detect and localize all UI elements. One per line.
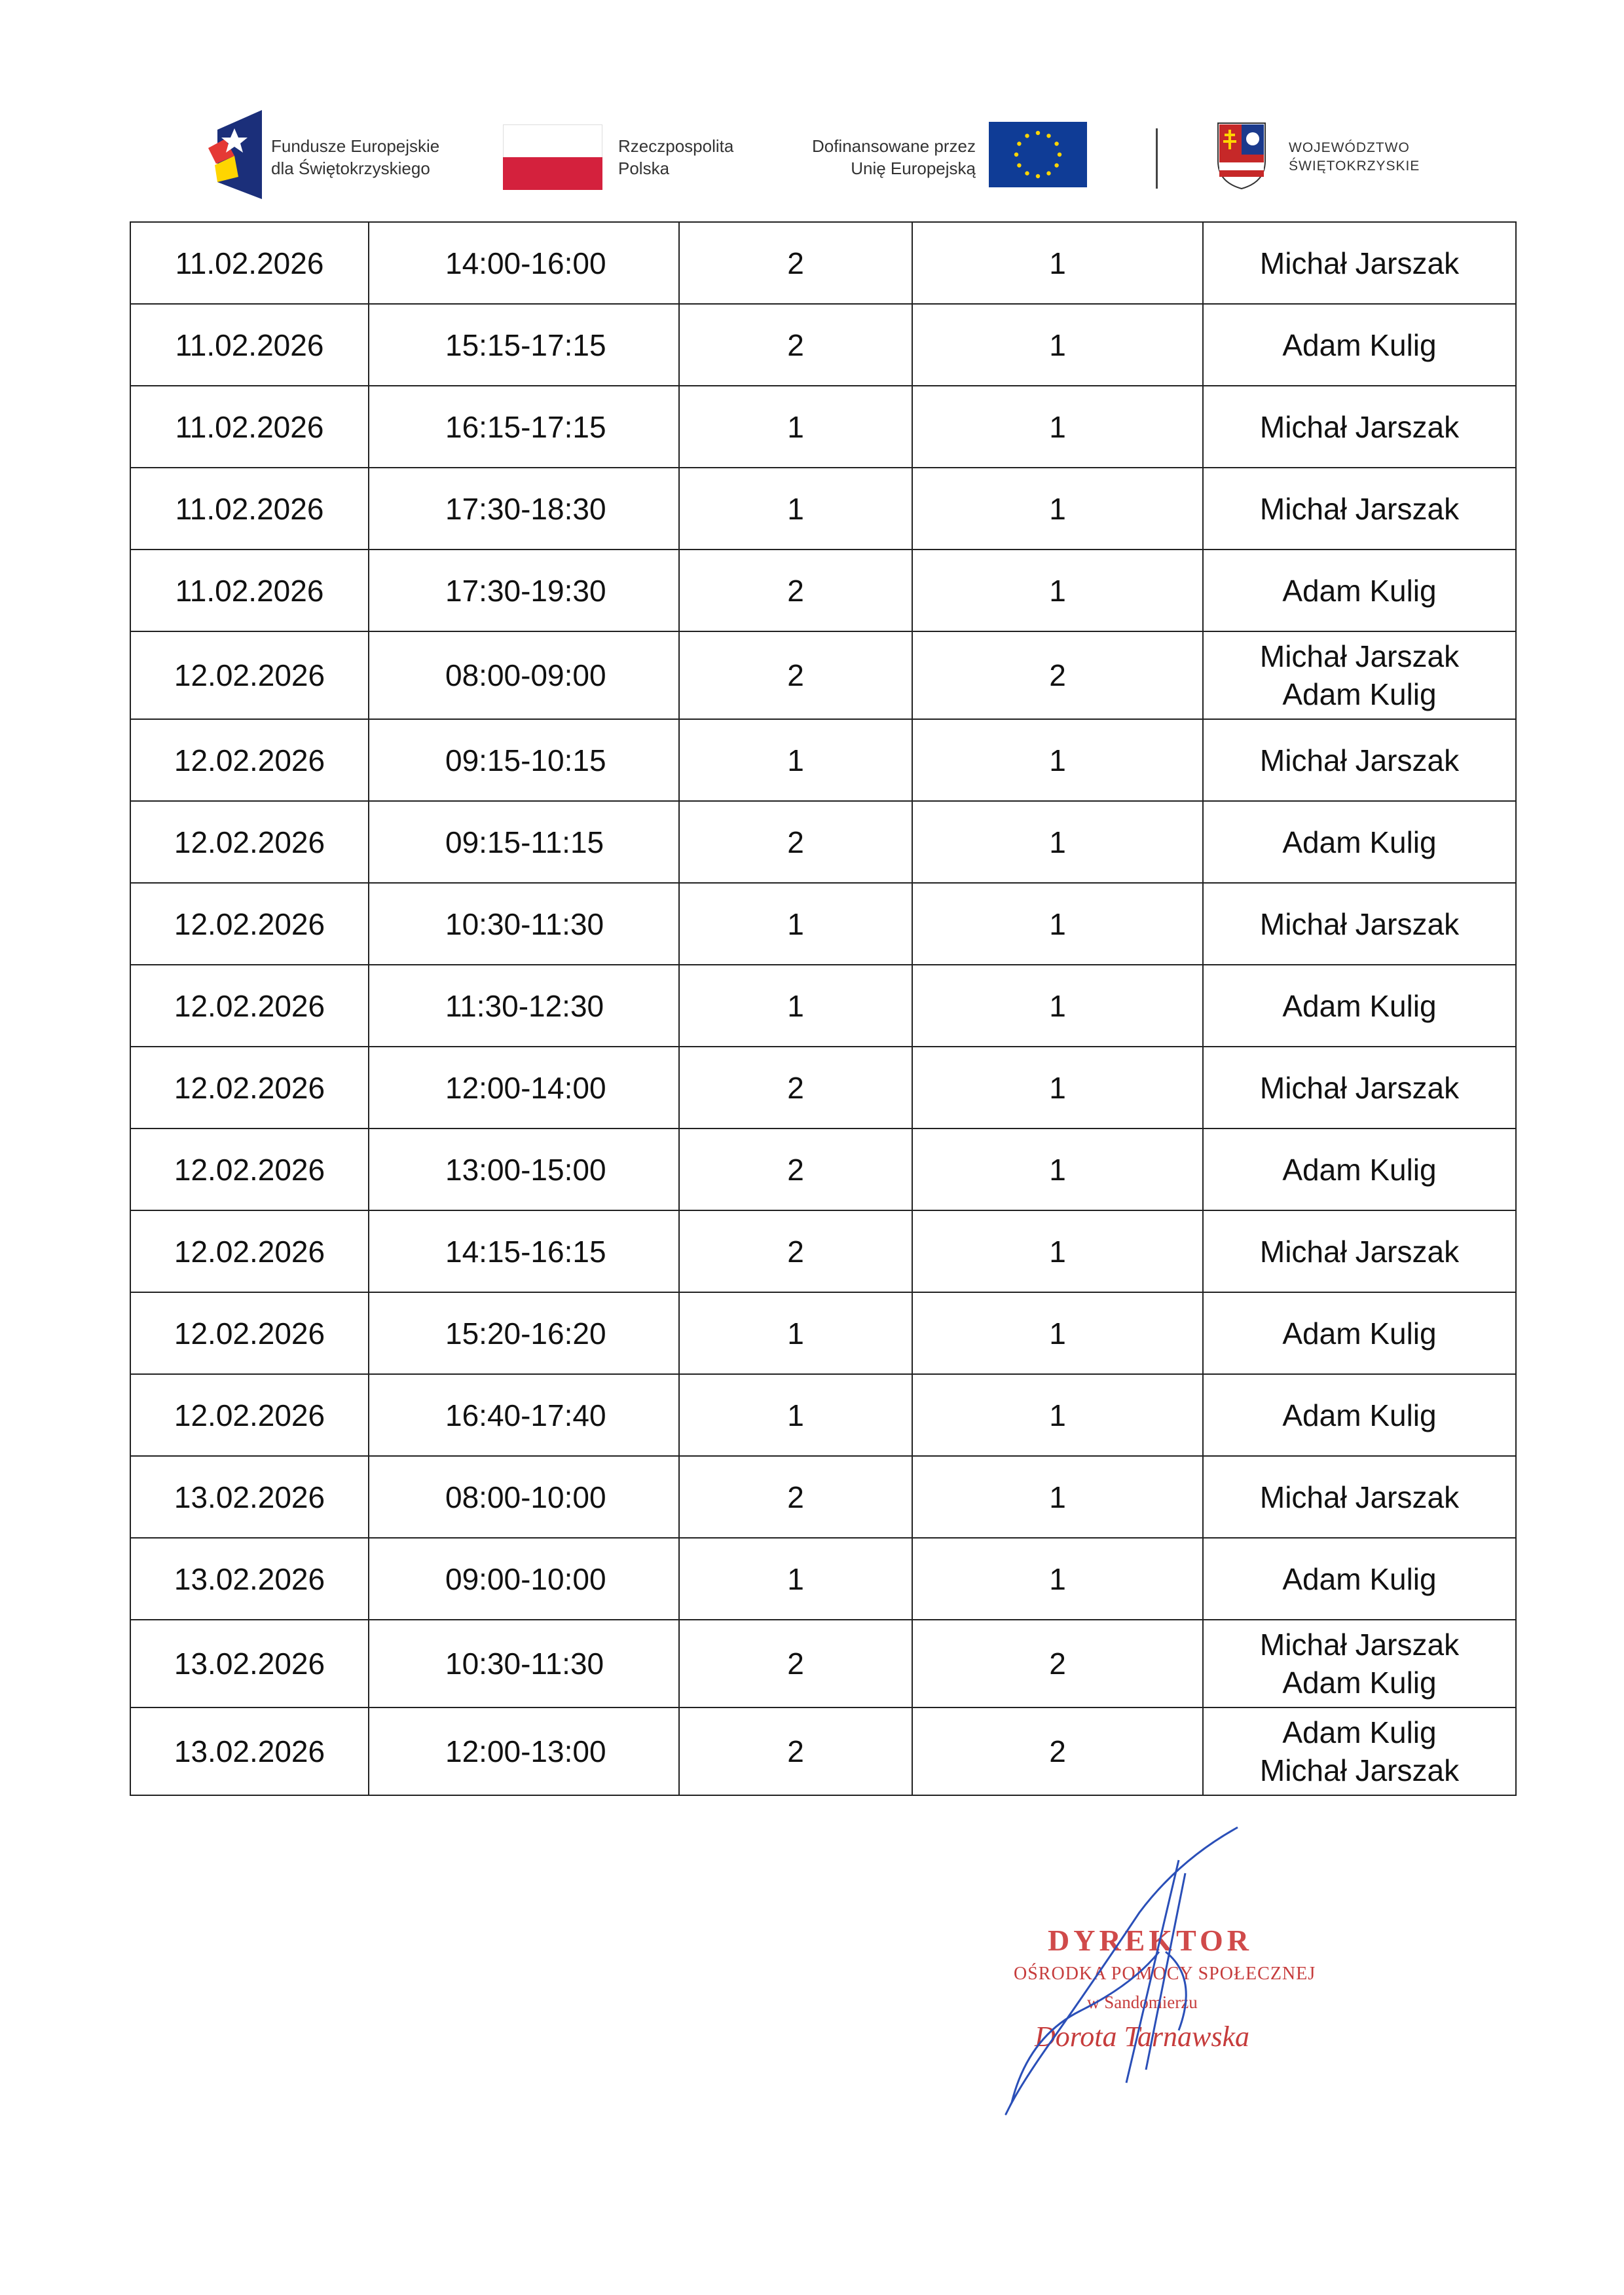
staff-name: Adam Kulig <box>1282 1715 1437 1749</box>
eu-line2: Unię Europejską <box>851 159 976 178</box>
staff-names-cell <box>1203 1707 1516 1795</box>
count-b-cell: 1 <box>912 550 1203 631</box>
table-row <box>130 1292 1516 1374</box>
count-a-cell: 2 <box>679 304 912 386</box>
staff-name: Adam Kulig <box>1282 1152 1437 1187</box>
date-cell: 13.02.2026 <box>130 1707 369 1795</box>
date-cell: 12.02.2026 <box>130 801 369 883</box>
time-cell: 11:30-12:30 <box>369 965 679 1047</box>
fe-line2: dla Świętokrzyskiego <box>271 159 430 178</box>
table-row <box>130 631 1516 719</box>
date-cell: 12.02.2026 <box>130 1129 369 1210</box>
eu-star-icon <box>1025 134 1029 138</box>
count-b-cell: 1 <box>912 801 1203 883</box>
staff-name: Michał Jarszak <box>1259 1628 1460 1662</box>
table-row <box>130 965 1516 1047</box>
date-cell: 12.02.2026 <box>130 1210 369 1292</box>
eu-star-icon <box>1054 163 1058 167</box>
count-b-cell: 2 <box>912 1620 1203 1707</box>
table-row <box>130 719 1516 801</box>
table-row <box>130 1210 1516 1292</box>
sw-line2: ŚWIĘTOKRZYSKIE <box>1289 159 1420 174</box>
staff-names-cell <box>1203 1620 1516 1707</box>
count-b-cell: 1 <box>912 468 1203 550</box>
staff-names-cell <box>1203 468 1516 550</box>
eu-star-icon <box>1017 141 1021 145</box>
table-row <box>130 386 1516 468</box>
staff-name: Michał Jarszak <box>1259 906 1460 941</box>
staff-name: Adam Kulig <box>1282 573 1437 608</box>
count-a-cell: 1 <box>679 1292 912 1374</box>
date-cell: 13.02.2026 <box>130 1620 369 1707</box>
count-a-cell: 1 <box>679 965 912 1047</box>
count-b-cell: 1 <box>912 386 1203 468</box>
table-row <box>130 1456 1516 1538</box>
count-b-cell: 1 <box>912 1456 1203 1538</box>
staff-name: Michał Jarszak <box>1259 743 1460 777</box>
table-row <box>130 801 1516 883</box>
count-a-cell: 2 <box>679 550 912 631</box>
count-b-cell: 1 <box>912 1292 1203 1374</box>
eu-star-icon <box>1014 153 1018 157</box>
time-cell: 14:00-16:00 <box>369 222 679 304</box>
swietokrzyskie-logo-text <box>1289 139 1420 176</box>
count-a-cell: 2 <box>679 801 912 883</box>
count-a-cell: 1 <box>679 1538 912 1620</box>
date-cell: 12.02.2026 <box>130 719 369 801</box>
eu-star-icon <box>1036 174 1040 178</box>
handwritten-signature-icon <box>982 1821 1270 2122</box>
staff-names-cell <box>1203 1210 1516 1292</box>
date-cell: 11.02.2026 <box>130 222 369 304</box>
staff-name: Adam Kulig <box>1282 825 1437 859</box>
count-b-cell: 1 <box>912 304 1203 386</box>
date-cell: 11.02.2026 <box>130 550 369 631</box>
date-cell: 11.02.2026 <box>130 386 369 468</box>
date-cell: 13.02.2026 <box>130 1538 369 1620</box>
staff-names-cell <box>1203 965 1516 1047</box>
count-b-cell: 2 <box>912 631 1203 719</box>
count-b-cell: 1 <box>912 1210 1203 1292</box>
table-row <box>130 1538 1516 1620</box>
count-b-cell: 2 <box>912 1707 1203 1795</box>
fe-line1: Fundusze Europejskie <box>271 136 440 156</box>
rp-line1: Rzeczpospolita <box>618 136 734 156</box>
schedule-table <box>130 221 1517 1796</box>
table-row <box>130 1129 1516 1210</box>
date-cell: 11.02.2026 <box>130 468 369 550</box>
time-cell: 12:00-13:00 <box>369 1707 679 1795</box>
count-a-cell: 2 <box>679 631 912 719</box>
count-a-cell: 2 <box>679 1707 912 1795</box>
staff-names-cell <box>1203 550 1516 631</box>
staff-names-cell <box>1203 719 1516 801</box>
eu-star-icon <box>1036 131 1040 135</box>
time-cell: 08:00-10:00 <box>369 1456 679 1538</box>
stamp-title: DYREKTOR <box>1048 1924 1253 1957</box>
staff-name: Michał Jarszak <box>1259 1480 1460 1514</box>
staff-name: Adam Kulig <box>1282 1398 1437 1432</box>
count-b-cell: 1 <box>912 1538 1203 1620</box>
staff-names-cell <box>1203 1129 1516 1210</box>
table-row <box>130 1374 1516 1456</box>
staff-name: Adam Kulig <box>1282 1666 1437 1700</box>
time-cell: 15:15-17:15 <box>369 304 679 386</box>
logo-separator <box>1156 128 1158 189</box>
time-cell: 13:00-15:00 <box>369 1129 679 1210</box>
staff-name: Michał Jarszak <box>1259 491 1460 526</box>
count-b-cell: 1 <box>912 222 1203 304</box>
count-b-cell: 1 <box>912 883 1203 965</box>
table-row <box>130 222 1516 304</box>
count-a-cell: 1 <box>679 386 912 468</box>
count-b-cell: 1 <box>912 719 1203 801</box>
table-row <box>130 1047 1516 1129</box>
date-cell: 11.02.2026 <box>130 304 369 386</box>
time-cell: 09:00-10:00 <box>369 1538 679 1620</box>
table-row <box>130 1620 1516 1707</box>
count-a-cell: 2 <box>679 1620 912 1707</box>
table-row <box>130 1707 1516 1795</box>
staff-name: Adam Kulig <box>1282 988 1437 1023</box>
poland-flag-icon <box>503 124 602 190</box>
table-row <box>130 468 1516 550</box>
staff-names-cell <box>1203 222 1516 304</box>
staff-names-cell <box>1203 1456 1516 1538</box>
staff-name: Michał Jarszak <box>1259 1070 1460 1105</box>
count-a-cell: 2 <box>679 1047 912 1129</box>
stamp-name: Dorota Tarnawska <box>1035 2021 1250 2053</box>
count-a-cell: 1 <box>679 1374 912 1456</box>
time-cell: 17:30-19:30 <box>369 550 679 631</box>
time-cell: 10:30-11:30 <box>369 883 679 965</box>
stamp-institution: OŚRODKA POMOCY SPOŁECZNEJ <box>1014 1964 1316 1984</box>
time-cell: 17:30-18:30 <box>369 468 679 550</box>
staff-name: Adam Kulig <box>1282 327 1437 362</box>
staff-names-cell <box>1203 631 1516 719</box>
eu-flag-icon <box>989 122 1087 187</box>
time-cell: 14:15-16:15 <box>369 1210 679 1292</box>
staff-names-cell <box>1203 1538 1516 1620</box>
staff-names-cell <box>1203 1047 1516 1129</box>
staff-names-cell <box>1203 801 1516 883</box>
staff-names-cell <box>1203 883 1516 965</box>
count-a-cell: 2 <box>679 1129 912 1210</box>
eu-star-icon <box>1046 134 1050 138</box>
staff-name: Michał Jarszak <box>1259 246 1460 280</box>
table-row <box>130 550 1516 631</box>
date-cell: 12.02.2026 <box>130 965 369 1047</box>
date-cell: 12.02.2026 <box>130 1374 369 1456</box>
swietokrzyskie-crest-icon <box>1217 122 1266 190</box>
count-a-cell: 1 <box>679 719 912 801</box>
staff-name: Michał Jarszak <box>1259 1234 1460 1269</box>
stamp-location: w Sandomierzu <box>1087 1992 1198 2012</box>
date-cell: 12.02.2026 <box>130 1047 369 1129</box>
time-cell: 12:00-14:00 <box>369 1047 679 1129</box>
count-a-cell: 2 <box>679 1456 912 1538</box>
eu-logo-text <box>789 135 976 179</box>
time-cell: 10:30-11:30 <box>369 1620 679 1707</box>
rp-logo-text <box>618 135 733 179</box>
staff-name: Michał Jarszak <box>1259 1753 1460 1787</box>
rp-line2: Polska <box>618 159 670 178</box>
count-b-cell: 1 <box>912 1374 1203 1456</box>
time-cell: 09:15-10:15 <box>369 719 679 801</box>
count-b-cell: 1 <box>912 1129 1203 1210</box>
staff-name: Adam Kulig <box>1282 1316 1437 1351</box>
date-cell: 12.02.2026 <box>130 883 369 965</box>
count-a-cell: 1 <box>679 883 912 965</box>
date-cell: 12.02.2026 <box>130 631 369 719</box>
staff-names-cell <box>1203 1374 1516 1456</box>
time-cell: 15:20-16:20 <box>369 1292 679 1374</box>
time-cell: 16:40-17:40 <box>369 1374 679 1456</box>
eu-star-icon <box>1017 163 1021 167</box>
staff-names-cell <box>1203 304 1516 386</box>
count-b-cell: 1 <box>912 1047 1203 1129</box>
time-cell: 09:15-11:15 <box>369 801 679 883</box>
staff-names-cell <box>1203 386 1516 468</box>
staff-name: Michał Jarszak <box>1259 409 1460 444</box>
count-a-cell: 2 <box>679 222 912 304</box>
eu-star-icon <box>1025 171 1029 175</box>
count-a-cell: 1 <box>679 468 912 550</box>
date-cell: 13.02.2026 <box>130 1456 369 1538</box>
time-cell: 08:00-09:00 <box>369 631 679 719</box>
eu-star-icon <box>1054 141 1058 145</box>
table-row <box>130 883 1516 965</box>
schedule-table-wrapper <box>130 221 1515 1796</box>
table-row <box>130 304 1516 386</box>
schedule-table-body <box>130 222 1516 1795</box>
count-a-cell: 2 <box>679 1210 912 1292</box>
count-b-cell: 1 <box>912 965 1203 1047</box>
fundusze-europejskie-logo-icon <box>208 110 262 199</box>
staff-names-cell <box>1203 1292 1516 1374</box>
time-cell: 16:15-17:15 <box>369 386 679 468</box>
staff-name: Adam Kulig <box>1282 677 1437 711</box>
eu-line1: Dofinansowane przez <box>811 136 976 156</box>
staff-name: Michał Jarszak <box>1259 639 1460 673</box>
date-cell: 12.02.2026 <box>130 1292 369 1374</box>
fe-logo-text <box>271 135 439 179</box>
header-logos <box>0 0 1624 210</box>
staff-name: Adam Kulig <box>1282 1561 1437 1596</box>
sw-line1: WOJEWÓDZTWO <box>1289 140 1410 155</box>
eu-star-icon <box>1046 171 1050 175</box>
eu-star-icon <box>1058 153 1061 157</box>
